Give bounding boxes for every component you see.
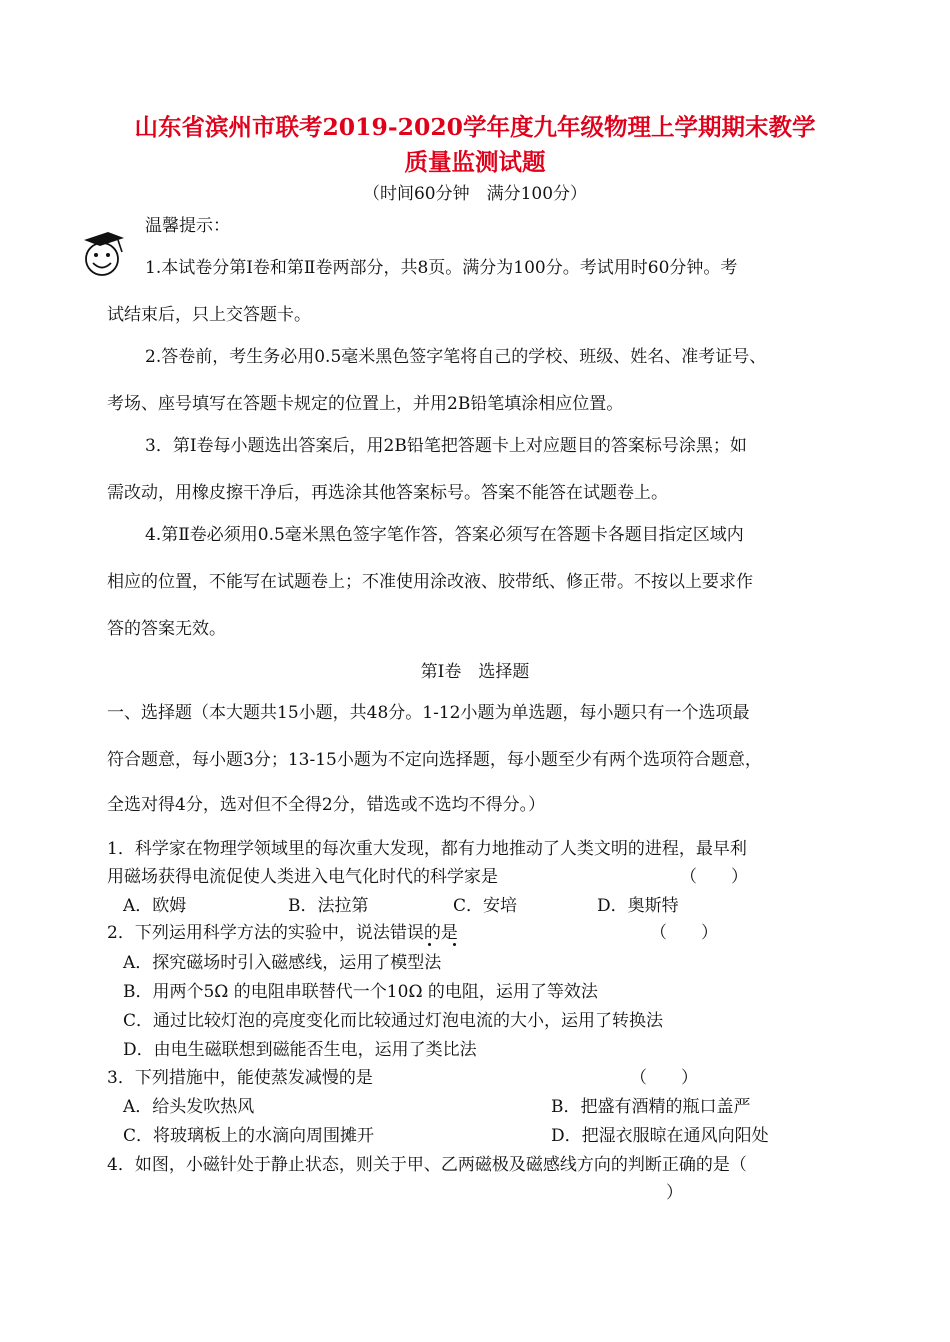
question-2-option-d: D．由电生磁联想到磁能否生电，运用了类比法 [123, 1040, 477, 1060]
question-2-stem: 2．下列运用科学方法的实验中，说法错误的是 [107, 923, 458, 943]
tip-4-line-2: 相应的位置，不能写在试题卷上；不准使用涂改液、胶带纸、修正带。不按以上要求作 [107, 572, 753, 592]
question-2-answer-bracket: （ ） [650, 923, 718, 943]
tip-4-line-3: 答的答案无效。 [107, 619, 226, 639]
emphasis-dot [453, 943, 456, 946]
tip-1-line-2: 试结束后，只上交答题卡。 [107, 305, 311, 325]
question-1-stem-line-2: 用磁场获得电流促使人类进入电气化时代的科学家是 [107, 867, 498, 887]
question-3-option-c: C．将玻璃板上的水滴向周围摊开 [123, 1126, 375, 1146]
question-1-option-c: C．安培 [453, 896, 518, 916]
smiley-graduate-icon [78, 228, 130, 280]
tip-2-line-1: 2.答卷前，考生务必用0.5毫米黑色签字笔将自己的学校、班级、姓名、准考证号、 [145, 347, 767, 367]
question-3-option-a: A．给头发吹热风 [123, 1097, 255, 1117]
section-1-intro-line-2: 符合题意，每小题3分；13-15小题为不定向选择题，每小题至少有两个选项符合题意， [107, 750, 762, 770]
question-2-option-a: A．探究磁场时引入磁感线，运用了模型法 [123, 953, 442, 973]
section-1-intro-line-3: 全选对得4分，选对但不全得2分，错选或不选均不得分。） [107, 795, 546, 815]
tip-3-line-2: 需改动，用橡皮擦干净后，再选涂其他答案标号。答案不能答在试题卷上。 [107, 483, 668, 503]
section-1-intro-line-1: 一、选择题（本大题共15小题，共48分。1-12小题为单选题，每小题只有一个选项最 [107, 703, 750, 723]
question-4-stem: 4．如图，小磁针处于静止状态，则关于甲、乙两磁极及磁感线方向的判断正确的是（ [107, 1155, 747, 1175]
tips-heading: 温馨提示： [145, 216, 230, 236]
section-1-heading: 第Ⅰ卷 选择题 [420, 662, 530, 682]
tip-4-line-1: 4.第Ⅱ卷必须用0.5毫米黑色签字笔作答，答案必须写在答题卡各题目指定区域内 [145, 525, 744, 545]
tip-1-line-1: 1.本试卷分第Ⅰ卷和第Ⅱ卷两部分，共8页。满分为100分。考试用时60分钟。考 [145, 258, 738, 278]
document-title-line-1: 山东省滨州市联考2019-2020学年度九年级物理上学期期末教学 [134, 113, 816, 141]
question-3-option-d: D．把湿衣服晾在通风向阳处 [551, 1126, 769, 1146]
question-3-stem: 3．下列措施中，能使蒸发减慢的是 [107, 1068, 373, 1088]
question-3-option-b: B．把盛有酒精的瓶口盖严 [551, 1097, 751, 1117]
question-4-answer-bracket: ） [666, 1183, 683, 1203]
question-2-option-b: B．用两个5Ω 的电阻串联替代一个10Ω 的电阻，运用了等效法 [123, 982, 598, 1002]
tip-3-line-1: 3．第Ⅰ卷每小题选出答案后，用2B铅笔把答题卡上对应题目的答案标号涂黑；如 [145, 436, 747, 456]
question-1-stem-line-1: 1．科学家在物理学领域里的每次重大发现，都有力地推动了人类文明的进程，最早利 [107, 839, 747, 859]
tip-2-line-2: 考场、座号填写在答题卡规定的位置上，并用2B铅笔填涂相应位置。 [107, 394, 624, 414]
question-1-option-d: D．奥斯特 [597, 896, 679, 916]
question-1-option-b: B．法拉第 [288, 896, 369, 916]
exam-time-note: （时间60分钟 满分100分） [362, 184, 588, 204]
question-3-answer-bracket: （ ） [630, 1068, 698, 1088]
emphasis-dot [428, 943, 431, 946]
question-2-option-c: C．通过比较灯泡的亮度变化而比较通过灯泡电流的大小，运用了转换法 [123, 1011, 664, 1031]
document-title-line-2: 质量监测试题 [404, 148, 546, 176]
question-1-option-a: A．欧姆 [123, 896, 187, 916]
question-1-answer-bracket: （ ） [680, 867, 748, 887]
